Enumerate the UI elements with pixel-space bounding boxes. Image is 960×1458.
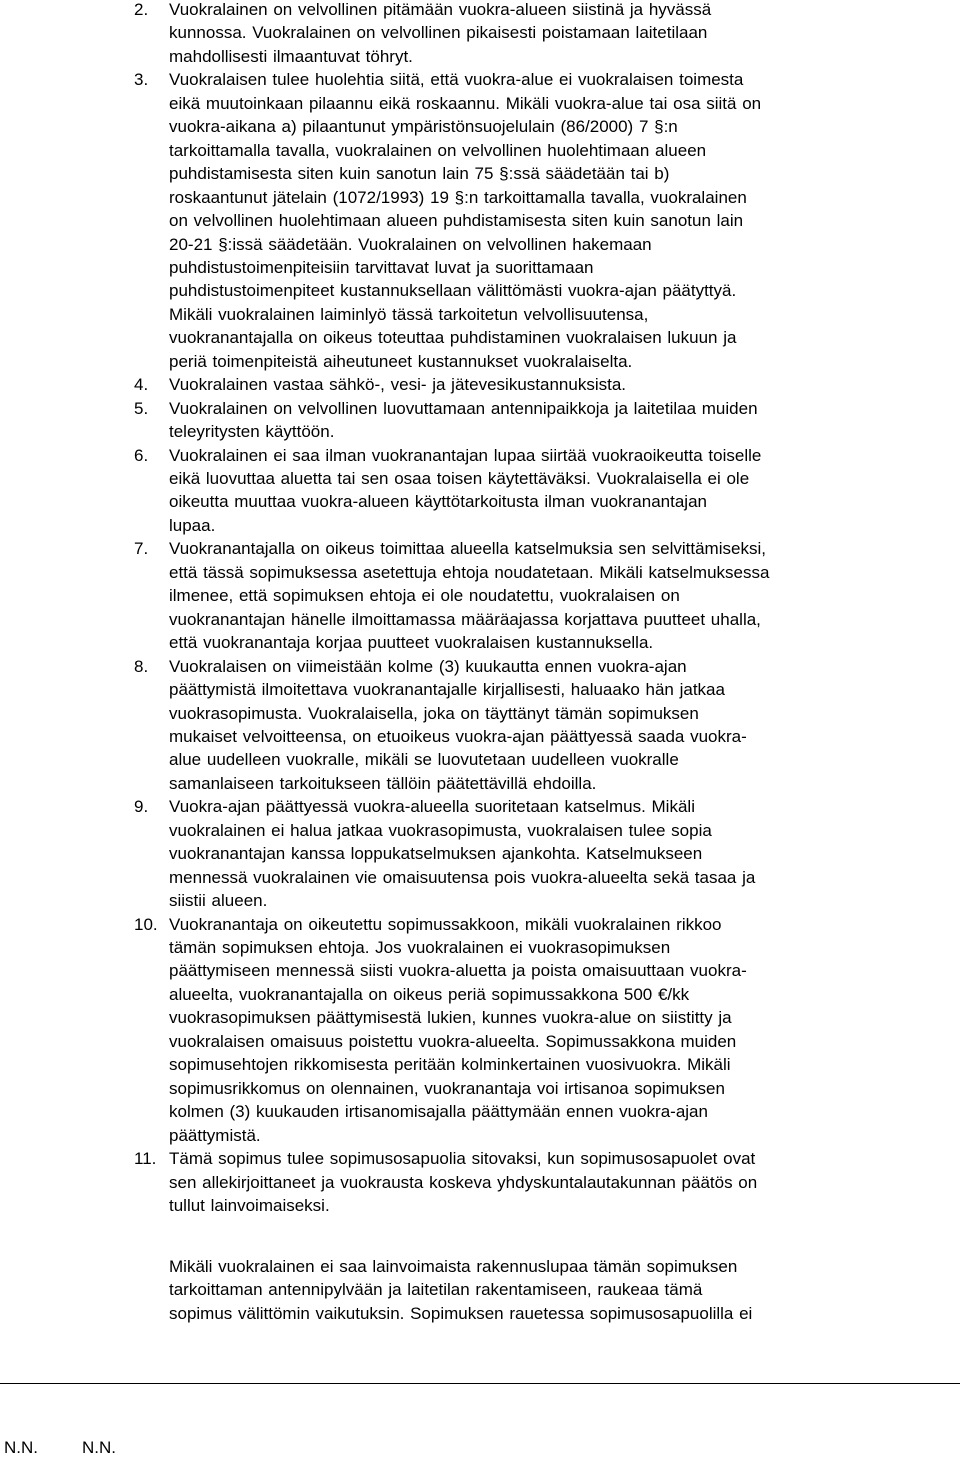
item-text-line: oikeutta muuttaa vuokra-alueen käyttötarkoitusta ilman vuokranantajan xyxy=(169,492,707,512)
signature-name-1: N.N. xyxy=(4,1438,38,1457)
item-text-line: vuokralainen ei halua jatkaa vuokrasopimusta, vuokralaisen tulee sopia xyxy=(169,820,712,840)
item-text-line: vuokrasopimuksen päättymisestä lukien, kunnes vuokra-alue on siistitty ja xyxy=(169,1008,732,1028)
item-text-line: alueelta, vuokranantajalla on oikeus periä sopimussakkona 500 €/kk xyxy=(169,984,690,1004)
item-text-line: päättymistä. xyxy=(169,1125,261,1145)
item-text-line: vuokra-aikana a) pilaantunut ympäristönsuojelulain (86/2000) 7 §:n xyxy=(169,117,678,137)
item-text-line: ilmenee, että sopimuksen ehtoja ei ole noudatettu, vuokralaisen on xyxy=(169,586,680,606)
item-text-line: Vuokranantaja on oikeutettu sopimussakkoon, mikäli vuokralainen rikkoo xyxy=(169,914,722,934)
item-text-line: periä toimenpiteistä aiheutuneet kustannukset vuokralaiselta. xyxy=(169,351,633,371)
item-text-line: mukaiset velvoitteensa, on etuoikeus vuokra-ajan päättyessä saada vuokra- xyxy=(169,726,747,746)
item-text-line: puhdistustoimenpiteet kustannuksellaan välittömästi vuokra-ajan päätyttyä. xyxy=(169,281,737,301)
item-text-line: tarkoittamalla tavalla, vuokralainen on velvollinen huolehtimaan alueen xyxy=(169,140,707,160)
item-number: 3. xyxy=(134,70,149,90)
item-number: 2. xyxy=(134,0,149,19)
item-number: 7. xyxy=(134,539,149,559)
item-text-line: vuokranantajalla on oikeus toteuttaa puhdistaminen vuokralaisen lukuun ja xyxy=(169,328,737,348)
item-text-line: Vuokralaisen on viimeistään kolme (3) kuukautta ennen vuokra-ajan xyxy=(169,656,687,676)
item-text-line: sopimusehtojen rikkomisesta peritään kolminkertainen vuosivuokra. Mikäli xyxy=(169,1055,731,1075)
item-text-line: teleyritysten käyttöön. xyxy=(169,422,335,442)
item-text-line: sopimusrikkomus on olennainen, vuokranantaja voi irtisanoa sopimuksen xyxy=(169,1078,725,1098)
item-number: 9. xyxy=(134,797,149,817)
item-text-line: mennessä vuokralainen vie omaisuutensa pois vuokra-alueelta sekä tasaa ja xyxy=(169,867,756,887)
item-text-line: Vuokranantajalla on oikeus toimittaa alueella katselmuksia sen selvittämiseksi, xyxy=(169,539,766,559)
closing-paragraph-line: tarkoittaman antennipylvään ja laitetilan rakentamiseen, raukeaa tämä xyxy=(169,1280,703,1300)
item-text-line: eikä luovuttaa aluetta tai sen osaa toisen käytettäväksi. Vuokralaisella ei ole xyxy=(169,469,750,488)
item-text-line: tämän sopimuksen ehtoja. Jos vuokralainen ei vuokrasopimuksen xyxy=(169,938,671,957)
item-text-line: kolmen (3) kuukauden irtisanomisajalla päättymään ennen vuokra-ajan xyxy=(169,1102,708,1122)
item-text-line: eikä muutoinkaan pilaannu eikä roskaannu. Mikäli vuokra-alue tai osa siitä on xyxy=(169,93,762,113)
item-text-line: sen allekirjoittaneet ja vuokrausta koskeva yhdyskuntalautakunnan päätös on xyxy=(169,1172,758,1192)
signature-name-2: N.N. xyxy=(82,1438,116,1457)
item-text-line: Vuokralainen vastaa sähkö-, vesi- ja jätevesikustannuksista. xyxy=(169,375,626,395)
item-number: 6. xyxy=(134,445,149,465)
item-text-line: alue uudelleen vuokralle, mikäli se luovutetaan uudelleen vuokralle xyxy=(169,750,679,770)
item-text-line: 20-21 §:issä säädetään. Vuokralainen on velvollinen hakemaan xyxy=(169,234,652,254)
item-text-line: päättymistä ilmoitettava vuokranantajalle kirjallisesti, haluaako hän jatkaa xyxy=(169,680,725,700)
item-number: 10. xyxy=(134,914,158,934)
item-text-line: puhdistamisesta siten kuin sanotun lain 75 §:ssä säädetään tai b) xyxy=(169,164,670,184)
item-text-line: samanlaiseen tarkoitukseen tällöin päätettävillä ehdoilla. xyxy=(169,773,597,793)
item-text-line: on velvollinen huolehtimaan alueen puhdistamisesta siten kuin sanotun lain xyxy=(169,211,744,231)
item-text-line: Tämä sopimus tulee sopimusosapuolia sitovaksi, kun sopimusosapuolet ovat xyxy=(169,1149,756,1169)
item-text-line: vuokrasopimusta. Vuokralaisella, joka on täyttänyt tämän sopimuksen xyxy=(169,703,699,723)
item-text-line: Mikäli vuokralainen laiminlyö tässä tarkoitetun velvollisuutensa, xyxy=(169,304,649,324)
item-text-line: mahdollisesti ilmaantuvat töhryt. xyxy=(169,46,413,66)
item-text-line: roskaantunut jätelain (1072/1993) 19 §:n tarkoittamalla tavalla, vuokralainen xyxy=(169,187,747,207)
item-text-line: vuokranantajan kanssa loppukatselmuksen ajankohta. Katselmukseen xyxy=(169,844,703,864)
item-text-line: kunnossa. Vuokralainen on velvollinen pikaisesti poistamaan laitetilaan xyxy=(169,23,708,43)
closing-paragraph-line: sopimus välittömin vaikutuksin. Sopimuksen rauetessa sopimusosapuolilla ei xyxy=(169,1303,753,1323)
item-text-line: lupaa. xyxy=(169,515,216,535)
item-text-line: Vuokralainen on velvollinen luovuttamaan antennipaikkoja ja laitetilaa muiden xyxy=(169,398,758,418)
item-text-line: vuokralaisen omaisuus poistettu vuokra-alueelta. Sopimussakkona muiden xyxy=(169,1031,737,1051)
item-number: 11. xyxy=(134,1149,157,1169)
item-text-line: vuokranantajan hänelle ilmoittamassa määräajassa korjattava puutteet uhalla, xyxy=(169,609,761,629)
item-number: 4. xyxy=(134,375,149,395)
closing-paragraph-line: Mikäli vuokralainen ei saa lainvoimaista rakennuslupaa tämän sopimuksen xyxy=(169,1256,738,1276)
item-text-line: Vuokralainen on velvollinen pitämään vuokra-alueen siistinä ja hyvässä xyxy=(169,0,712,19)
item-text-line: päättymiseen mennessä siisti vuokra-aluetta ja poista omaisuuttaan vuokra- xyxy=(169,961,747,981)
item-text-line: puhdistustoimenpiteisiin tarvittavat luvat ja suorittamaan xyxy=(169,257,594,277)
signature-divider xyxy=(0,1383,960,1384)
item-number: 5. xyxy=(134,398,149,418)
item-text-line: Vuokralainen ei saa ilman vuokranantajan lupaa siirtää vuokraoikeutta toiselle xyxy=(169,445,762,465)
item-text-line: Vuokra-ajan päättyessä vuokra-alueella suoritetaan katselmus. Mikäli xyxy=(169,797,695,817)
item-text-line: tullut lainvoimaiseksi. xyxy=(169,1195,330,1215)
item-number: 8. xyxy=(134,656,149,676)
item-text-line: että vuokranantaja korjaa puutteet vuokralaisen kustannuksella. xyxy=(169,633,654,653)
item-text-line: siistii alueen. xyxy=(169,891,268,911)
item-text-line: Vuokralaisen tulee huolehtia siitä, että vuokra-alue ei vuokralaisen toimesta xyxy=(169,70,744,90)
item-text-line: että tässä sopimuksessa asetettuja ehtoja noudatetaan. Mikäli katselmuksessa xyxy=(169,562,770,582)
